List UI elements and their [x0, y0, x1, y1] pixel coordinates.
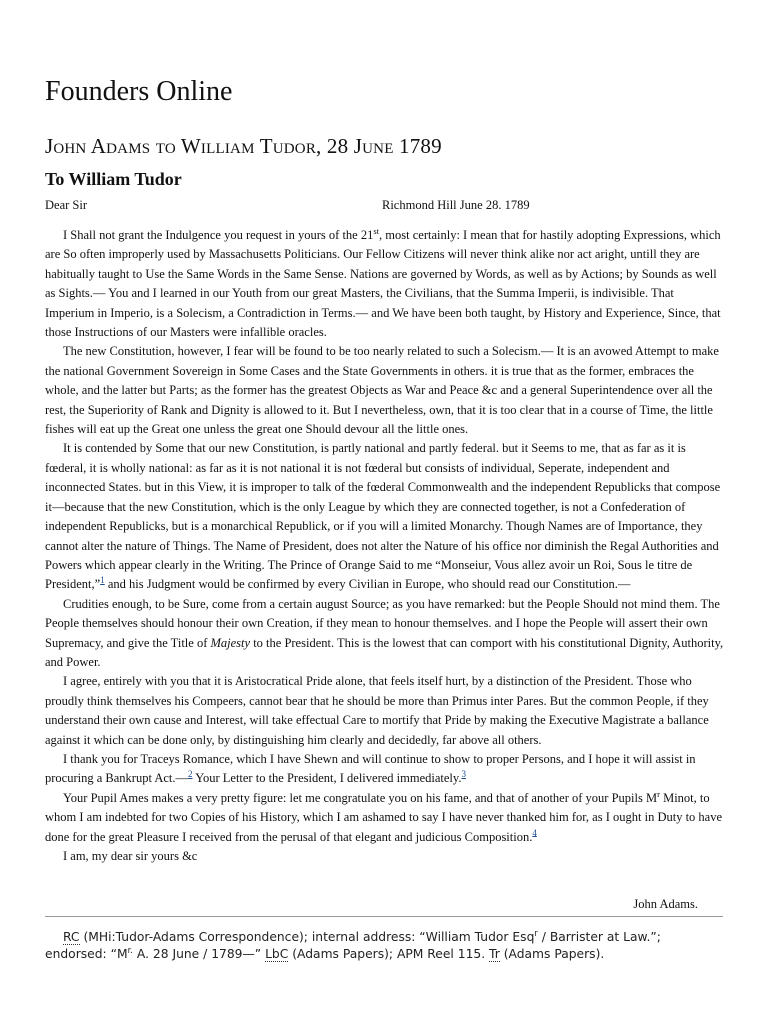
- salutation: Dear Sir: [45, 198, 87, 212]
- paragraph-6-text-b: Your Letter to the President, I delivered immediately.: [192, 771, 462, 786]
- paragraph-1-text-a: I Shall not grant the Indulgence you request in yours of the 21: [63, 228, 374, 242]
- footnote-link-3[interactable]: 3: [461, 769, 466, 780]
- paragraph-7-text-b: Minot, to whom I am indebted for two Copies of his History, which I am ashamed to say I have never thanked him for, as I ought in Duty to have done for the great Pleasure I received from the perusal of that elegant and judicious Composition.: [45, 790, 723, 844]
- superscript: r: [534, 928, 538, 939]
- document-title: John Adams to William Tudor, 28 June 1789: [45, 134, 442, 158]
- signature: John Adams.: [633, 897, 698, 911]
- footnote-link-2[interactable]: 2: [188, 769, 193, 780]
- paragraph-3: [45, 439, 725, 594]
- paragraph-7-text-a: Your Pupil Ames makes a very pretty figure: let me congratulate you on his fame, and that of another of your Pupils M: [63, 790, 658, 805]
- paragraph-1: [45, 226, 725, 342]
- source-note: [45, 929, 723, 963]
- dateline: Richmond Hill June 28. 1789: [382, 198, 530, 212]
- paragraph-1-text-b: , most certainly: I mean that for hastily adopting Expressions, which are So often improperly used by Massachusetts Politicians. Our Fellow Citizens will never think alike nor act aright, untill they are habitually taught to Use the Same Words in the Same Sense. Nations are governed by Words, as well as by Actions; by Sounds as well as Sights.— You and I learned in our Youth from our great Masters, the Civilians, that the Summa Imperii, is indivisible. That Imperium in Imperio, is a Solecism, a Contradiction in Terms.— and We have been both taught, by History and Experience, Since, that those Instructions of our Masters were infallible oracles.: [45, 228, 721, 340]
- paragraph-3-text-b: and his Judgment would be confirmed by every Civilian in Europe, who should read our Constitution.—: [104, 577, 631, 592]
- italic-majesty: Majesty: [210, 635, 251, 650]
- document-subtitle: To William Tudor: [45, 169, 182, 189]
- divider: [45, 916, 723, 917]
- abbr-lbc[interactable]: LbC: [265, 947, 289, 961]
- abbr-tr[interactable]: Tr: [489, 947, 500, 961]
- source-text-b: / Barrister at Law.”; endorsed: “M: [45, 930, 661, 961]
- paragraph-5: I agree, entirely with you that it is Aristocratical Pride alone, that feels itself hurt, by a distinction of the President. Those who proudly think themselves his Compeers, cannot bear that he should be more than Primus inter Pares. But the common People, if they understand their own cause and Interest, will take effectual Care to mortify that Pride by making the Executive Magistrate a ballance against it which can be done only, by distinguishing him clearly and decidedly, far above all others.: [45, 674, 709, 747]
- paragraph-4: [45, 595, 725, 673]
- paragraph-4-text-b: to the President. This is the lowest that can comport with his constitutional Dignity, Authority, and Power.: [45, 635, 724, 669]
- source-text-e: (Adams Papers).: [499, 947, 605, 961]
- source-text-a: (MHi:Tudor-Adams Correspondence); internal address: “William Tudor Esq: [79, 930, 535, 944]
- salutation-row: [45, 195, 725, 215]
- footnote-link-4[interactable]: 4: [532, 827, 537, 838]
- paragraph-6-text-a: I thank you for Traceys Romance, which I have Shewn and will continue to show to proper Persons, and I hope it will assist in procuring a Bankrupt Act.—: [45, 751, 696, 786]
- paragraph-7: [45, 789, 725, 847]
- site-title[interactable]: Founders Online: [45, 76, 233, 107]
- source-text-c: A. 28 June / 1789—”: [132, 947, 266, 961]
- paragraph-2: The new Constitution, however, I fear will be found to be too nearly related to such a Solecism.— It is an avowed Attempt to make the national Government Sovereign in Some Cases and the State Governments in others. it is true that as the former, embraces the whole, and the latter but Parts; as the former has the greatest Objects as War and Peace &c and a general Superintendence over all the rest, the Superiority of Rank and Dignity is allowed to it. But I nevertheless, own, that it is too clear that in a course of Time, the little fishes will eat up the Great one unless the great one Should devour all the little ones.: [45, 344, 719, 437]
- source-text-d: (Adams Papers); APM Reel 115.: [288, 947, 490, 961]
- letter-body: [45, 226, 725, 866]
- paragraph-3-text-a: It is contended by Some that our new Constitution, is partly national and partly federal. but it Seems to me, that as far as it is fœderal, it is wholly national: as far as it is not national it is not fœderal but consists of individual, Seperate, independent and inconnected States. but in this View, it is improper to talk of the fœderal Commonwealth and the independent Republicks that compose it—because that the new Constitution, which is the only League by which they are connected together, is not a Confederation of independent Republicks, but is a monarchical Republick, or if you will a limited Monarchy. Though Names are of Importance, they cannot alter the nature of Things. The Name of President, does not alter the Nature of his office nor diminish the Regal Authorities and Powers which appear clearly in the Writing. The Prince of Orange Said to me “Monseiur, Vous allez avoir un Roi, Sous le titre de President,”: [45, 441, 721, 592]
- superscript: r.: [127, 945, 133, 956]
- paragraph-6: [45, 750, 725, 789]
- abbr-rc[interactable]: RC: [63, 930, 80, 944]
- footnote-link-1[interactable]: 1: [100, 575, 105, 586]
- paragraph-4-text-a: Crudities enough, to be Sure, come from a certain august Source; as you have remarked: but the People Should not mind them. The People themselves should honour their own Creation, if they mean to honour themselves. and I hope the People will assert their own Supremacy, and give the Title of: [45, 596, 720, 650]
- superscript: st: [373, 225, 380, 236]
- superscript: r: [657, 788, 660, 799]
- paragraph-8: I am, my dear sir yours &c: [63, 849, 198, 863]
